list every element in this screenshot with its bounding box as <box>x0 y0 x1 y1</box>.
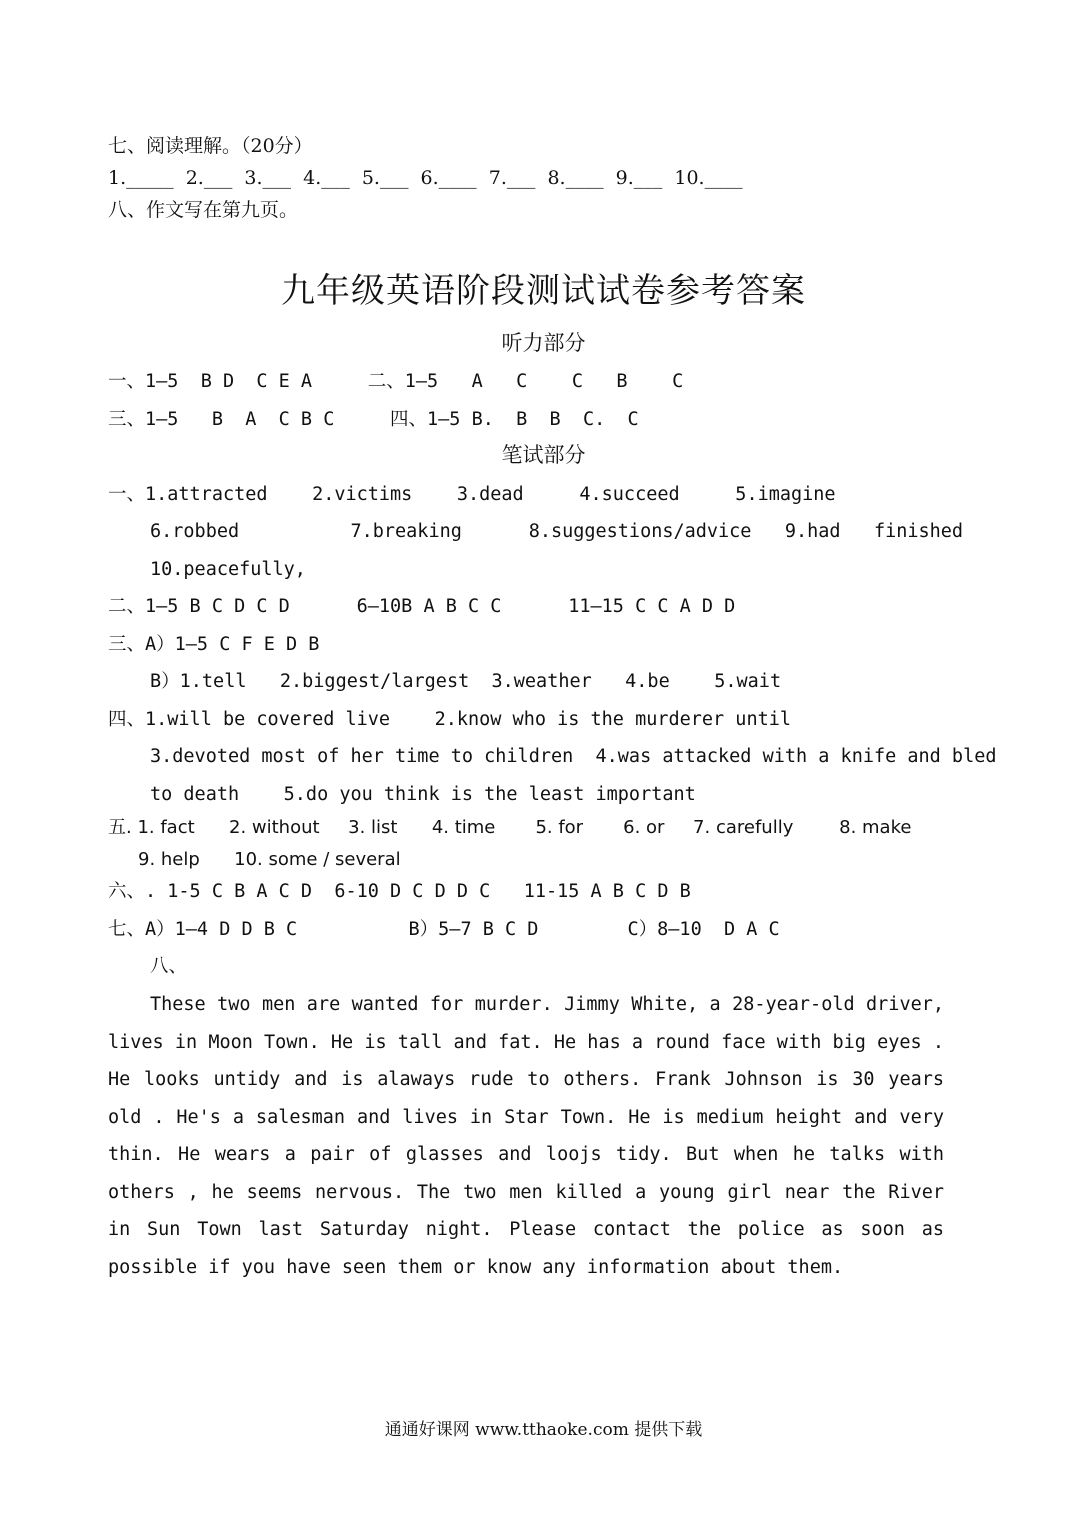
essay-text: These two men are wanted for murder. Jimmy White, a 28-year-old driver, lives in Moon Town. He is tall and fat. He has a round face with big eyes . He looks untidy and is alaways rude to others. Frank Johnson is 30 years old . He's a salesman and lives in Star Town. He is medium height and very thin. He wears a pair of glasses and loojs tidy. But when he talks with others , he seems nervous. The two men killed a young girl near the River in Sun Town last Saturday night. Please contact the police as soon as possible if you have seen them or know any information about them. <box>108 994 944 1278</box>
listening-row-1: 一、1—5 B D C E A 二、1—5 A C C B C <box>108 371 684 392</box>
written-s4-line1: 四、1.will be covered live 2.know who is the murderer until <box>108 709 792 730</box>
written-s5-line2: 9. help 10. some / several <box>138 849 401 870</box>
answer-blanks-line: 1._____ 2.___ 3.___ 4.___ 5.___ 6.____ 7.___ 8.____ 9.___ 10.____ <box>108 167 743 189</box>
written-s3-line1: 三、A）1—5 C F E D B <box>108 634 320 655</box>
written-s1-line3: 10.peacefully, <box>150 559 306 580</box>
page-title: 九年级英语阶段测试试卷参考答案 <box>281 271 806 311</box>
section-7-heading: 七、阅读理解。（20分） <box>108 135 313 157</box>
written-s6: 六、. 1-5 C B A C D 6-10 D C D D C 11-15 A B C D B <box>108 881 691 902</box>
written-heading: 笔试部分 <box>501 443 586 467</box>
written-s4-line3: to death 5.do you think is the least important <box>150 784 696 805</box>
written-s1-line2: 6.robbed 7.breaking 8.suggestions/advice 9.had finished <box>150 521 964 542</box>
written-s3-line2: B）1.tell 2.biggest/largest 3.weather 4.be 5.wait <box>150 671 782 692</box>
written-s2: 二、1—5 B C D C D 6—10B A B C C 11—15 C C A D D <box>108 596 736 617</box>
written-s4-line2: 3.devoted most of her time to children 4.was attacked with a knife and bled <box>150 746 997 767</box>
written-s5-line1: 五. 1. fact 2. without 3. list 4. time 5. for 6. or 7. carefully 8. make <box>108 817 912 838</box>
footer-credit: 通通好课网 www.tthaoke.com 提供下载 <box>384 1420 703 1440</box>
written-s8-label: 八、 <box>150 956 188 977</box>
listening-heading: 听力部分 <box>501 331 586 355</box>
section-8-note: 八、作文写在第九页。 <box>108 199 299 221</box>
listening-row-2: 三、1—5 B A C B C 四、1—5 B. B B C. C <box>108 409 639 430</box>
essay-paragraph <box>108 986 944 1286</box>
written-s1-line1: 一、1.attracted 2.victims 3.dead 4.succeed 5.imagine <box>108 484 836 505</box>
written-s7: 七、A）1—4 D D B C B）5—7 B C D C）8—10 D A C <box>108 919 780 940</box>
